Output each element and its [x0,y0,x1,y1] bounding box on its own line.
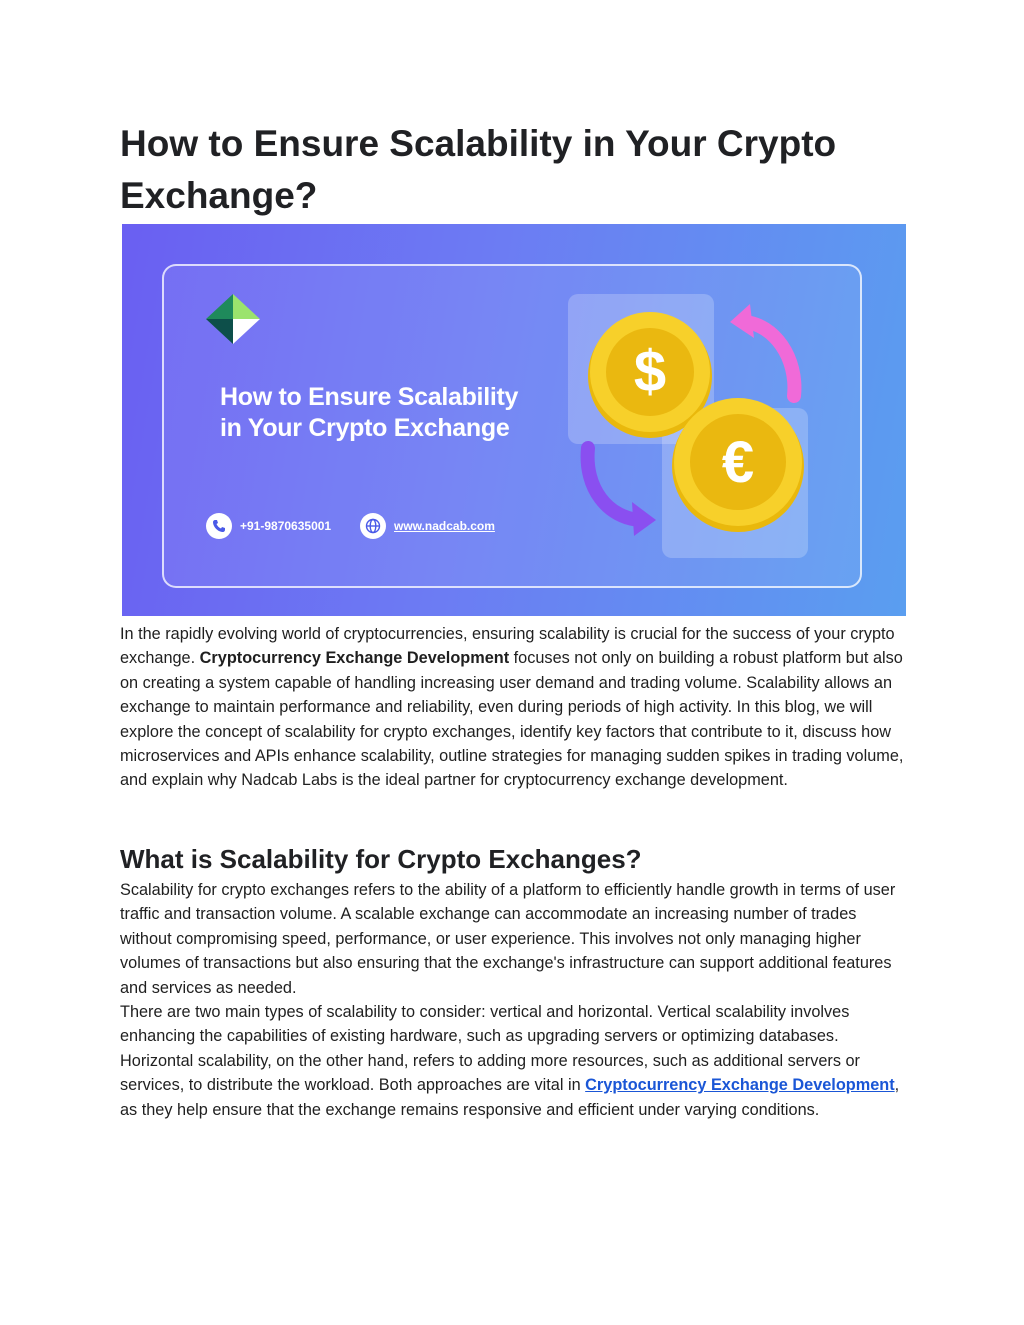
intro-paragraph [120,622,906,793]
globe-icon [360,513,386,539]
intro-text-1: In the rapidly evolving world of cryptocurrencies, ensuring scalability is crucial for the success of your crypto exchange. [120,625,895,668]
page-title [120,118,906,222]
intro-bold-term: Cryptocurrency Exchange Development [199,649,510,668]
section-paragraph-2 [120,1000,906,1122]
banner-website[interactable] [360,512,495,540]
section-paragraph-2-text-2: , as they help ensure that the exchange remains responsive and efficient under varying conditions. [120,1076,900,1119]
exchange-development-link[interactable]: Cryptocurrency Exchange Development [585,1076,895,1095]
euro-coin-icon [672,398,804,532]
intro-text-2: focuses not only on building a robust platform but also on creating a system capable of handling increasing user demand and trading volume. Scalability allows an exchange to maintain performance and reliability, even during periods of high activity. In this blog, we will explore the concept of scalability for crypto exchanges, identify key factors that contribute to it, discuss how microservices and APIs enhance scalability, outline strategies for managing sudden spikes in trading volume, and explain why Nadcab Labs is the ideal partner for cryptocurrency exchange development. [120,649,904,790]
banner-headline-line-2: in Your Crypto Exchange [220,414,510,442]
banner-phone [206,512,331,540]
title-line-2: Exchange? [120,175,318,216]
title-line-1: How to Ensure Scalability in Your Crypto [120,123,837,164]
hero-banner-image [122,224,906,616]
cube-logo-icon [206,294,260,344]
currency-exchange-illustration [562,288,822,568]
section-paragraph-1: Scalability for crypto exchanges refers to the ability of a platform to efficiently handle growth in terms of user traffic and transaction volume. A scalable exchange can accommodate an increasing number of trades without compromising speed, performance, or user experience. This involves not only managing higher volumes of transactions but also ensuring that the exchange's infrastructure can support additional features and services as needed. [120,881,896,997]
svg-text:€: € [721,430,755,495]
phone-icon [206,513,232,539]
phone-number: +91-9870635001 [240,519,332,533]
section-heading: What is Scalability for Crypto Exchanges? [120,844,642,874]
section-paragraph-2-text-1: There are two main types of scalability to consider: vertical and horizontal. Vertical scalability involves enhancing the capabilities of existing hardware, such as upgrading servers or optimizing databases. Horizontal scalability, on the other hand, refers to adding more resources, such as additional servers or services, to distribute the workload. Both approaches are vital in [120,1003,860,1095]
banner-headline-line-1: How to Ensure Scalability [220,383,519,411]
svg-text:$: $ [633,339,667,404]
banner-headline [220,382,540,444]
website-url[interactable]: www.nadcab.com [394,519,495,533]
